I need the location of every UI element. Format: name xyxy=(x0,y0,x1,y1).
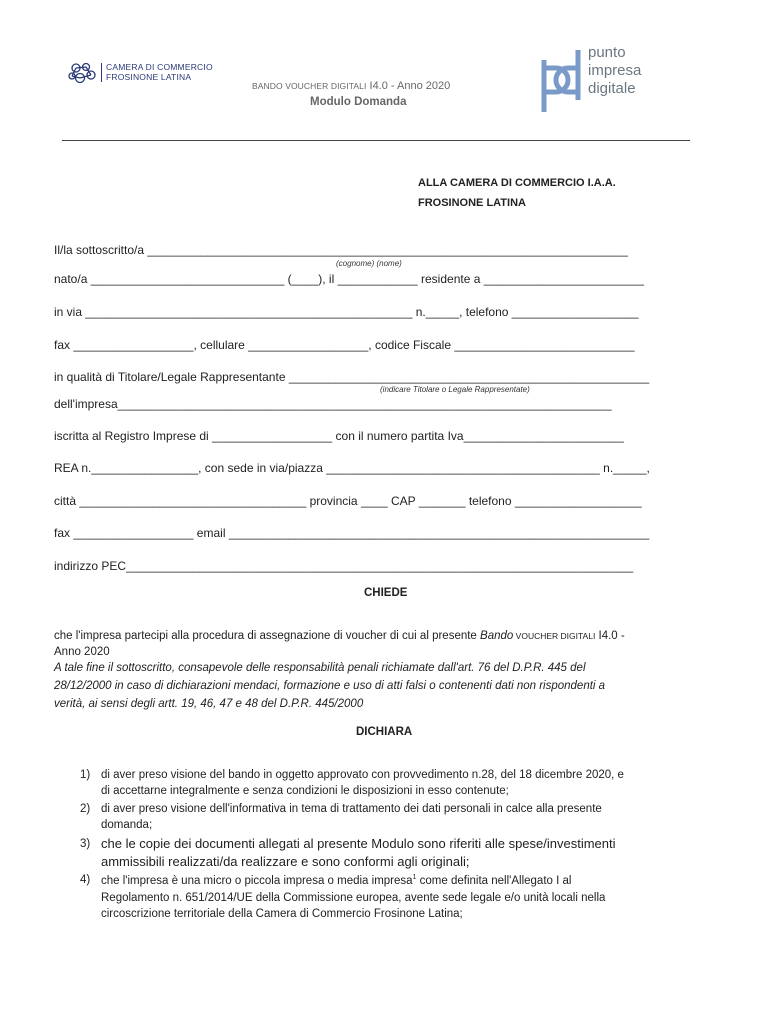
declaration-line2: 28/12/2000 in caso di dichiarazioni mendaci, formazione e uso di atti falsi o contenenti dati non rispondenti a xyxy=(54,680,606,692)
item-4-line3: circoscrizione territoriale della Camera di Commercio Frosinone Latina; xyxy=(101,908,463,920)
hint-titolare: (indicare Titolare o Legale Rappresentate) xyxy=(380,385,530,394)
cc-name-line1: CAMERA DI COMMERCIO xyxy=(106,62,213,72)
declaration-line3: verità, ai sensi degli artt. 19, 46, 47 e 48 del D.P.R. 445/2000 xyxy=(54,698,364,710)
item-2-line1: di aver preso visione dell'informativa in tema di trattamento dei dati personali in calce alla presente xyxy=(101,803,602,815)
bando-small: BANDO VOUCHER DIGITALI xyxy=(252,81,367,91)
camera-commercio-logo xyxy=(68,62,213,84)
hint-cognome-nome: (cognome) (nome) xyxy=(336,259,402,268)
form-rea: REA n.________________, con sede in via/piazza _________________________________________ n._____, xyxy=(54,461,650,475)
header-divider xyxy=(62,140,690,141)
chiede-paragraph-line1 xyxy=(54,630,625,642)
punto-impresa-digitale-logo xyxy=(538,46,658,114)
form-fax-email: fax __________________ email _______________________________________________________________ xyxy=(54,526,650,540)
chiede-text-bando: Bando xyxy=(480,630,514,642)
form-qualita: in qualità di Titolare/Legale Rappresentante ______________________________________________________ xyxy=(54,370,650,384)
pid-word-1: punto xyxy=(588,44,626,61)
item-4-number: 4) xyxy=(80,874,91,886)
bando-rest: I4.0 - Anno 2020 xyxy=(366,80,451,92)
chiede-text-voucher: VOUCHER DIGITALI xyxy=(513,631,596,641)
item-4-line1 xyxy=(101,874,571,887)
footnote-ref: 1 xyxy=(412,874,417,881)
item-4-line2: Regolamento n. 651/2014/UE della Commissione europea, avente sede legale e/o unità locali nella xyxy=(101,892,606,904)
form-citta: città __________________________________ provincia ____ CAP _______ telefono ___________________ xyxy=(54,494,642,508)
address-line2: FROSINONE LATINA xyxy=(418,197,526,209)
cc-name-line2: FROSINONE LATINA xyxy=(106,72,192,82)
form-registro: iscritta al Registro Imprese di __________________ con il numero partita Iva________________________ xyxy=(54,429,624,443)
form-pec: indirizzo PEC____________________________________________________________________________ xyxy=(54,559,634,573)
pid-mark-icon xyxy=(538,46,584,114)
form-nato: nato/a _____________________________ (____), il ____________ residente a ________________________ xyxy=(54,272,644,286)
form-sottoscritto: Il/la sottoscritto/a ________________________________________________________________________ xyxy=(54,243,628,257)
chiede-text-a: che l'impresa partecipi alla procedura di assegnazione di voucher di cui al presente xyxy=(54,630,481,642)
item-3-number: 3) xyxy=(80,838,91,850)
modulo-title: Modulo Domanda xyxy=(310,96,407,108)
form-impresa: dell'impresa__________________________________________________________________________ xyxy=(54,397,612,411)
network-icon xyxy=(68,62,98,84)
pid-word-2: impresa xyxy=(588,62,642,79)
bando-title xyxy=(252,80,450,92)
address-line1: ALLA CAMERA DI COMMERCIO I.A.A. xyxy=(418,177,616,189)
item-2-number: 2) xyxy=(80,803,91,815)
dichiara-title: DICHIARA xyxy=(356,726,413,738)
chiede-text-i40: I4.0 - xyxy=(595,630,625,642)
item-1-line1: di aver preso visione del bando in oggetto approvato con provvedimento n.28, del 18 dicembre 2020, e xyxy=(101,769,624,781)
item-2-line2: domanda; xyxy=(101,819,153,831)
form-fax-cellulare: fax __________________, cellulare __________________, codice Fiscale ___________________________ xyxy=(54,338,635,352)
chiede-paragraph-line2: Anno 2020 xyxy=(54,646,110,658)
item-3-line1: che le copie dei documenti allegati al presente Modulo sono riferiti alle spese/investimenti xyxy=(101,836,616,851)
pid-word-3: digitale xyxy=(588,80,636,97)
form-via: in via _________________________________________________ n._____, telefono ___________________ xyxy=(54,305,639,319)
item-4-text: che l'impresa è una micro o piccola impresa o media impresa xyxy=(101,874,413,887)
chiede-title: CHIEDE xyxy=(364,587,408,599)
item-3-line2: ammissibili realizzati/da realizzare e sono conformi agli originali; xyxy=(101,854,470,869)
item-1-line2: di accettarne integralmente e senza condizioni le disposizioni in esso contenute; xyxy=(101,785,509,797)
declaration-line1: A tale fine il sottoscritto, consapevole delle responsabilità penali richiamate dall'art. 76 del D.P.R. 445 del xyxy=(54,662,586,674)
item-1-number: 1) xyxy=(80,769,91,781)
item-4-tail: come definita nell'Allegato I al xyxy=(416,874,572,887)
